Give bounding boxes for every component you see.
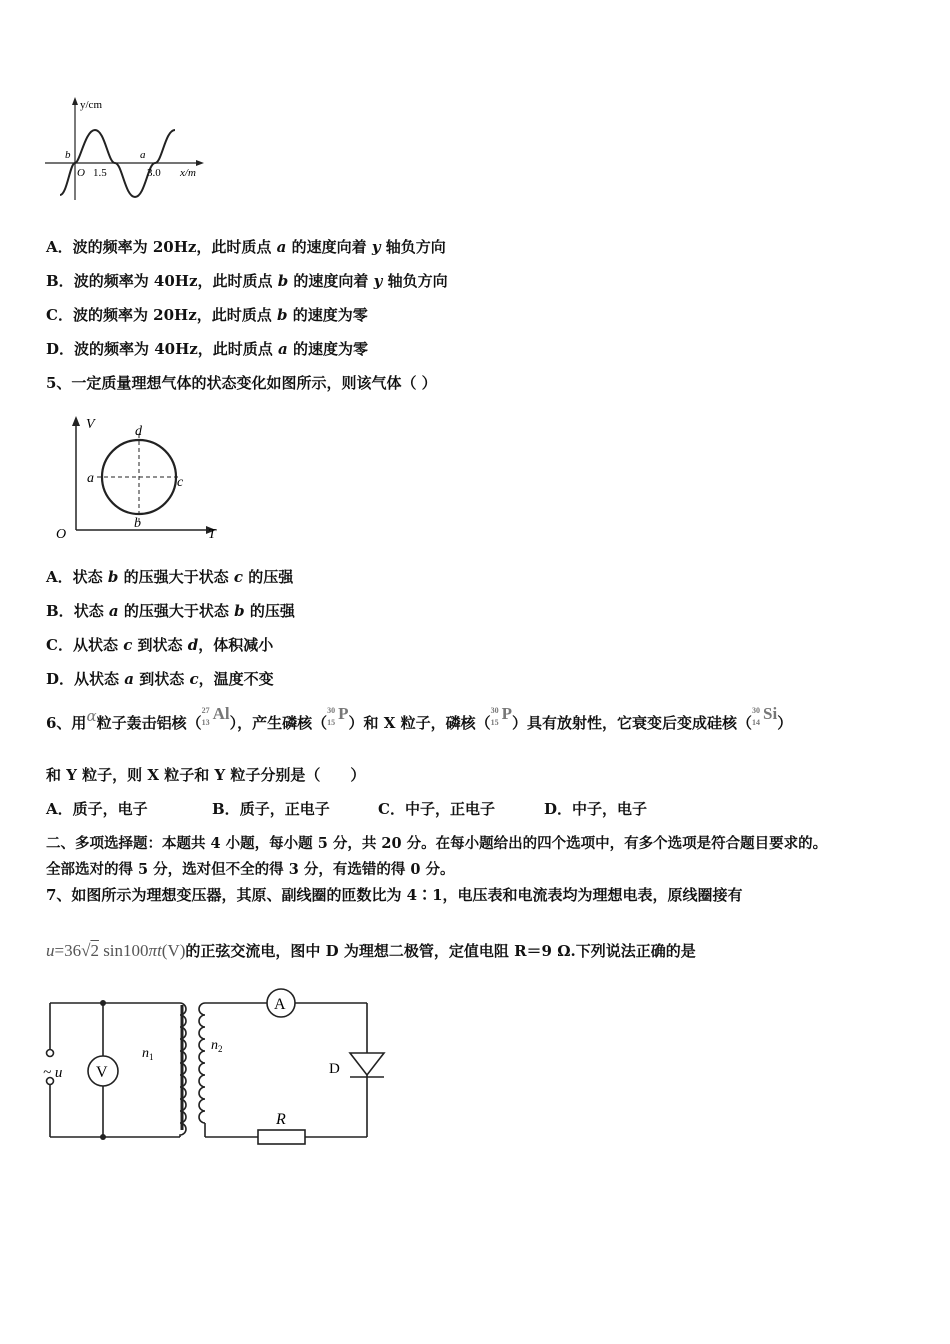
q6-stem-line2: 和 Y 粒子，则 X 粒子和 Y 粒子分别是（ ）: [46, 766, 366, 784]
q5-option-c: C．从状态 c 到状态 d，体积减小: [46, 636, 274, 654]
section2-line2: 全部选对的得 5 分，选对但不全的得 3 分，有选错的得 0 分。: [46, 861, 455, 878]
t-axis-label: T: [208, 527, 216, 542]
resistor-label: R: [276, 1111, 286, 1128]
n1-label: $n_1$: [142, 1046, 154, 1062]
vt-diagram: [50, 412, 230, 542]
q6-options: A．质子，电子 B．质子，正电子 C．中子，正电子 D．中子，电子: [46, 800, 648, 818]
q5-option-d: D．从状态 a 到状态 c，温度不变: [46, 670, 274, 688]
q4-option-c: C．波的频率为 20Hz，此时质点 b 的速度为零: [46, 306, 368, 324]
q5-option-a: A．状态 b 的压强大于状态 c 的压强: [46, 568, 294, 586]
aluminium-nucleus: 27 13 Al: [201, 704, 230, 727]
tick-1-5: 1.5: [93, 167, 107, 179]
diode-label: D: [329, 1061, 340, 1077]
tick-3-0: 3.0: [147, 167, 161, 179]
origin-label: O: [56, 527, 67, 542]
transformer-circuit: [40, 985, 400, 1155]
q6-stem-line1: 6、用α粒子轰击铝核（ 27 13 Al），产生磷核（ 30 15 P）和 X 粒子，磷核（ 30 15 P）具有放射性，它衰变后变成硅核（ 30 14 Si）: [46, 704, 793, 732]
phosphorus-nucleus-2: 30 15 P: [490, 704, 512, 727]
section2-line1: 二、多项选择题：本题共 4 小题，每小题 5 分，共 20 分。在每小题给出的四个选项中，有多个选项是符合题目要求的。: [46, 835, 828, 852]
q5-stem: 5、一定质量理想气体的状态变化如图所示，则该气体（ ）: [46, 374, 437, 392]
state-d-label: d: [135, 424, 142, 439]
alpha-symbol: α: [86, 707, 97, 725]
point-b-label: b: [65, 149, 71, 161]
wave-figure: [40, 95, 210, 205]
q4-option-d: D．波的频率为 40Hz，此时质点 a 的速度为零: [46, 340, 368, 358]
voltage-formula: u=36√2 sin100πt(V): [46, 941, 186, 960]
ammeter-label: A: [274, 996, 286, 1013]
q5-option-b: B．状态 a 的压强大于状态 b 的压强: [46, 602, 295, 620]
q7-line1: 7、如图所示为理想变压器，其原、副线圈的匝数比为 4∶1，电压表和电流表均为理想电表，原线圈接有: [46, 886, 743, 904]
n2-label: $n_2$: [211, 1038, 223, 1054]
q7-line2: u=36√2 sin100πt(V)的正弦交流电，图中 D 为理想二极管，定值电阻 R＝9 Ω.下列说法正确的是: [46, 941, 696, 960]
state-c-label: c: [177, 475, 184, 490]
v-axis-label: V: [86, 417, 95, 432]
phosphorus-nucleus-1: 30 15 P: [327, 704, 349, 727]
voltmeter-label: V: [96, 1064, 108, 1081]
source-label: ~ u: [43, 1065, 63, 1081]
silicon-nucleus: 30 14 Si: [752, 704, 778, 727]
origin-label: O: [77, 167, 85, 179]
state-a-label: a: [87, 471, 94, 486]
q4-option-b: B．波的频率为 40Hz，此时质点 b 的速度向着 y 轴负方向: [46, 272, 448, 290]
y-axis-label: y/cm: [80, 99, 102, 111]
x-axis-label: x/m: [180, 167, 196, 179]
point-a-label: a: [140, 149, 146, 161]
q4-option-a: A．波的频率为 20Hz，此时质点 a 的速度向着 y 轴负方向: [46, 238, 446, 256]
state-b-label: b: [134, 516, 141, 531]
